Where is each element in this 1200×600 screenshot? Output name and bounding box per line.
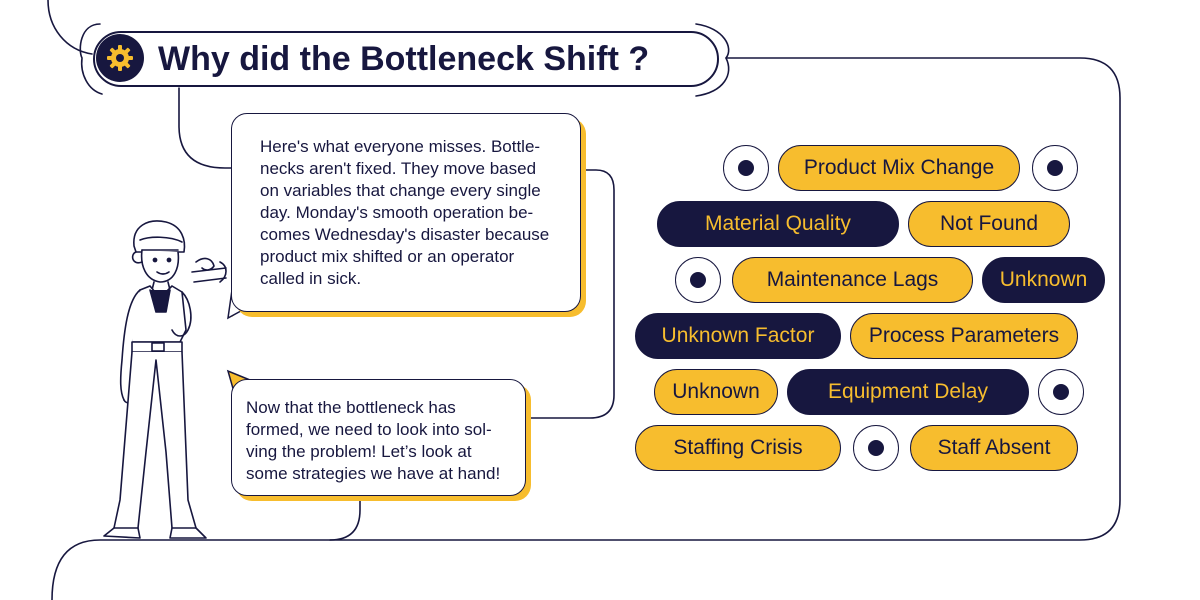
- connector-line-1: [179, 88, 232, 168]
- tag-product-mix-change: Product Mix Change: [778, 145, 1020, 191]
- speech-bubble-first-text: Here's what everyone misses. Bottle- necks aren't fixed. They move based on variables that change every single day. Monday's smooth operation be- comes Wednesday's disaster because product mix shifted or an operator called in sick.: [260, 137, 550, 288]
- dot-marker: [1038, 369, 1084, 415]
- connector-line-3: [330, 497, 360, 540]
- speech-bubble-second: [231, 379, 526, 496]
- speech-bubble-first: [231, 113, 581, 312]
- tag-process-parameters: Process Parameters: [850, 313, 1078, 359]
- tag-material-quality: Material Quality: [657, 201, 899, 247]
- page-title: Why did the Bottleneck Shift ?: [158, 40, 650, 78]
- gear-badge: [96, 34, 144, 82]
- worker-illustration: [104, 221, 226, 538]
- tag-not-found: Not Found: [908, 201, 1070, 247]
- dot-marker: [675, 257, 721, 303]
- tag-equipment-delay: Equipment Delay: [787, 369, 1029, 415]
- tag-unknown-factor: Unknown Factor: [635, 313, 841, 359]
- tag-unknown-1: Unknown: [982, 257, 1105, 303]
- tag-staff-absent: Staff Absent: [910, 425, 1078, 471]
- gear-icon: [105, 43, 135, 73]
- tag-maintenance-lags: Maintenance Lags: [732, 257, 973, 303]
- tag-staffing-crisis: Staffing Crisis: [635, 425, 841, 471]
- top-left-arc: [48, 0, 92, 54]
- dot-marker: [1032, 145, 1078, 191]
- tag-unknown-2: Unknown: [654, 369, 778, 415]
- dot-marker: [723, 145, 769, 191]
- speech-bubble-second-text: Now that the bottleneck has formed, we need to look into sol- ving the problem! Let’s look at some strategies we have at hand!: [246, 398, 501, 483]
- dot-marker: [853, 425, 899, 471]
